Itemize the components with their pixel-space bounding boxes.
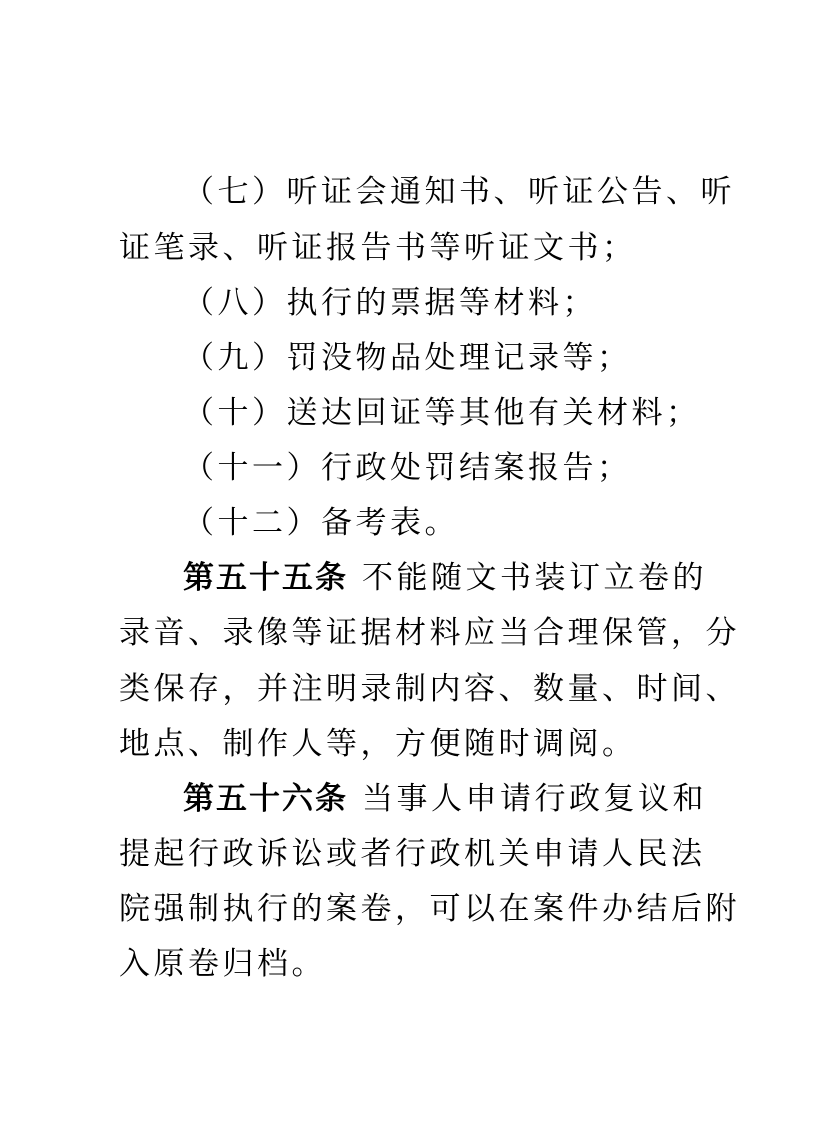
article-55-line-4: 地点、制作人等，方便随时调阅。 (119, 726, 637, 762)
article-55-line-2: 录音、录像等证据材料应当合理保管，分 (119, 615, 740, 651)
list-item-8: （八）执行的票据等材料； (183, 285, 597, 321)
list-item-7-continuation: 证笔录、听证报告书等听证文书； (119, 230, 637, 266)
list-item-7: （七）听证会通知书、听证公告、听 (183, 174, 735, 210)
list-item-12: （十二）备考表。 (183, 505, 459, 541)
article-56-line-2: 提起行政诉讼或者行政机关申请人民法 (119, 836, 706, 872)
article-56-first-line (183, 777, 707, 821)
article-55-text: 不能随文书装订立卷的 (362, 560, 707, 596)
article-55-first-line (183, 556, 707, 600)
article-56-line-4: 入原卷归档。 (119, 946, 326, 982)
list-item-9: （九）罚没物品处理记录等； (183, 340, 632, 376)
list-item-10: （十）送达回证等其他有关材料； (183, 395, 701, 431)
article-55-line-3: 类保存，并注明录制内容、数量、时间、 (119, 671, 740, 707)
article-56-text: 当事人申请行政复议和 (362, 781, 707, 817)
article-56-heading: 第五十六条 (183, 781, 348, 817)
article-56-line-3: 院强制执行的案卷，可以在案件办结后附 (119, 891, 740, 927)
list-item-11: （十一）行政处罚结案报告； (183, 450, 632, 486)
article-55-heading: 第五十五条 (183, 560, 348, 596)
